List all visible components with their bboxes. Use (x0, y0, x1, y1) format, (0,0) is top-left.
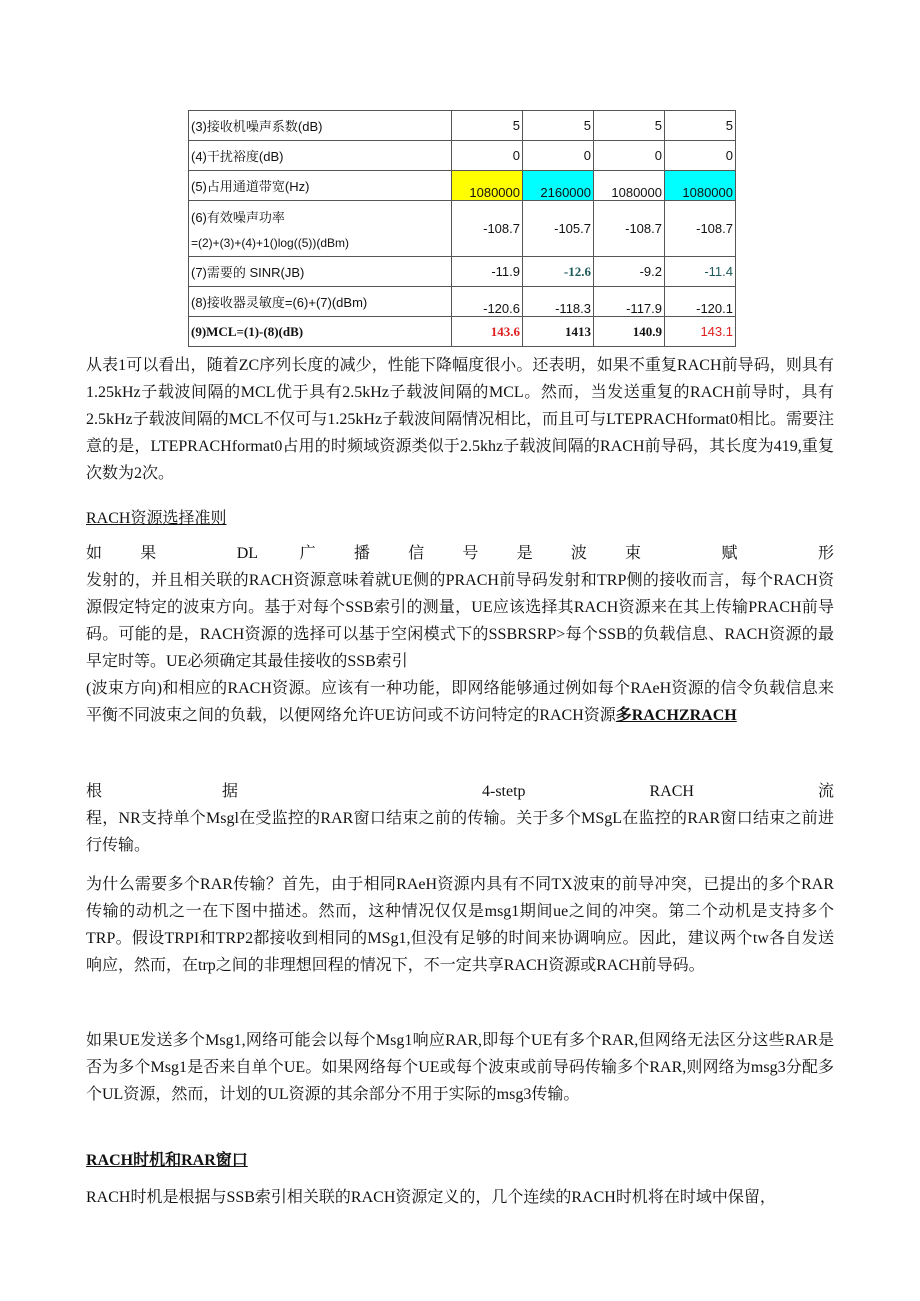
row-label: (4)干扰裕度(dB) (189, 141, 452, 171)
section-heading: RACH资源选择准则 (86, 510, 227, 527)
cell: 143.1 (665, 317, 736, 347)
cell: 140.9 (594, 317, 665, 347)
cell: 5 (594, 111, 665, 141)
cell: -108.7 (594, 201, 665, 257)
row-label: (8)接收器灵敏度=(6)+(7)(dBm) (189, 287, 452, 317)
cell: 0 (523, 141, 594, 171)
paragraph-first-line: 如果 DL 广播信号是波束 赋 形 (86, 545, 834, 562)
paragraph: RACH时机是根据与SSB索引相关联的RACH资源定义的，几个连续的RACH时机将在时域中保留， (86, 1189, 776, 1206)
cell: 5 (452, 111, 523, 141)
cell-highlighted: 1080000 (452, 171, 523, 201)
paragraph-text: 程，NR支持单个Msgl在受监控的RAR窗口结束之前的传输。关于多个MSgL在监控的RAR窗口结束之前进行传输。 (86, 810, 834, 854)
row-label-formula: =(2)+(3)+(4)+1()log((5))(dBm) (191, 236, 350, 250)
section-heading-inline: 多RACHZRACH (615, 707, 737, 724)
paragraph-first-line: 根据 4-stetp RACH 流 (86, 783, 834, 800)
cell: 5 (665, 111, 736, 141)
paragraph: 从表1可以看出，随着ZC序列长度的减少，性能下降幅度很小。还表明，如果不重复RACH前导码，则具有1.25kHz子载波间隔的MCL优于具有2.5kHz子载波间隔的MCL。然而，当发送重复的RACH前导时，具有2.5kHz子载波间隔的MCL不仅可与1.25kHz子载波间隔情况相比，而且可与LTEPRACHformat0相比。需要注意的是，LTEPRACHformat0占用的时频域资源类似于2.5khz子载波间隔的RACH前导码，其长度为419,重复次数为2次。 (86, 357, 834, 482)
cell: 1080000 (594, 171, 665, 201)
paragraph: 如果UE发送多个Msg1,网络可能会以每个Msg1响应RAR,即每个UE有多个RAR,但网络无法区分这些RAR是否为多个Msg1是否来自单个UE。如果网络每个UE或每个波束或前导码传输多个RAR,则网络为msg3分配多个UL资源，然而，计划的UL资源的其余部分不用于实际的msg3传输。 (86, 1032, 834, 1103)
cell: -11.4 (665, 257, 736, 287)
cell: 143.6 (452, 317, 523, 347)
cell: -108.7 (665, 201, 736, 257)
cell: -117.9 (594, 287, 665, 317)
row-label (189, 201, 452, 257)
table-row (189, 201, 736, 257)
cell: -120.1 (665, 287, 736, 317)
cell: -9.2 (594, 257, 665, 287)
cell: 0 (594, 141, 665, 171)
cell: -118.3 (523, 287, 594, 317)
row-label: (7)需要的 SINR(JB) (189, 257, 452, 287)
cell: 0 (665, 141, 736, 171)
table-row (189, 287, 736, 317)
cell: 5 (523, 111, 594, 141)
cell: -105.7 (523, 201, 594, 257)
row-label: (3)接收机噪声系数(dB) (189, 111, 452, 141)
section-heading: RACH时机和RAR窗口 (86, 1152, 248, 1169)
cell-highlighted: 2160000 (523, 171, 594, 201)
paragraph-text: (波束方向)和相应的RACH资源。应该有一种功能，即网络能够通过例如每个RAeH资源的信令负载信息来平衡不同波束之间的负载，以便网络允许UE访问或不访问特定的RACH资源 (86, 680, 834, 724)
table-row (189, 141, 736, 171)
cell: -108.7 (452, 201, 523, 257)
cell-highlighted: 1080000 (665, 171, 736, 201)
table-row (189, 257, 736, 287)
paragraph: 为什么需要多个RAR传输？首先，由于相同RAeH资源内具有不同TX波束的前导冲突，已提出的多个RAR传输的动机之一在下图中描述。然而，这种情况仅仅是msg1期间ue之间的冲突。第二个动机是支持多个TRP。假设TRPI和TRP2都接收到相同的MSg1,但没有足够的时间来协调响应。因此，建议两个tw各自发送响应，然而，在trp之间的非理想回程的情况下，不一定共享RACH资源或RACH前导码。 (86, 876, 834, 974)
cell: -12.6 (523, 257, 594, 287)
mcl-table (188, 110, 736, 347)
row-label-main: (6)有效噪声功率 (191, 210, 285, 225)
row-label: (5)占用通道带宽(Hz) (189, 171, 452, 201)
table-row (189, 171, 736, 201)
paragraph (86, 778, 834, 859)
table-row (189, 317, 736, 347)
paragraph (86, 540, 834, 729)
cell: -11.9 (452, 257, 523, 287)
cell: 0 (452, 141, 523, 171)
table-row (189, 111, 736, 141)
cell: 1413 (523, 317, 594, 347)
row-label: (9)MCL=(1)-(8)(dB) (189, 317, 452, 347)
paragraph-text: 发射的，并且相关联的RACH资源意味着就UE侧的PRACH前导码发射和TRP侧的接收而言，每个RACH资源假定特定的波束方向。基于对每个SSB索引的测量，UE应该选择其RACH资源来在其上传输PRACH前导码。可能的是，RACH资源的选择可以基于空闲模式下的SSBRSRP>每个SSB的负载信息、RACH资源的最早定时等。UE必须确定其最佳接收的SSB索引 (86, 572, 834, 670)
cell: -120.6 (452, 287, 523, 317)
